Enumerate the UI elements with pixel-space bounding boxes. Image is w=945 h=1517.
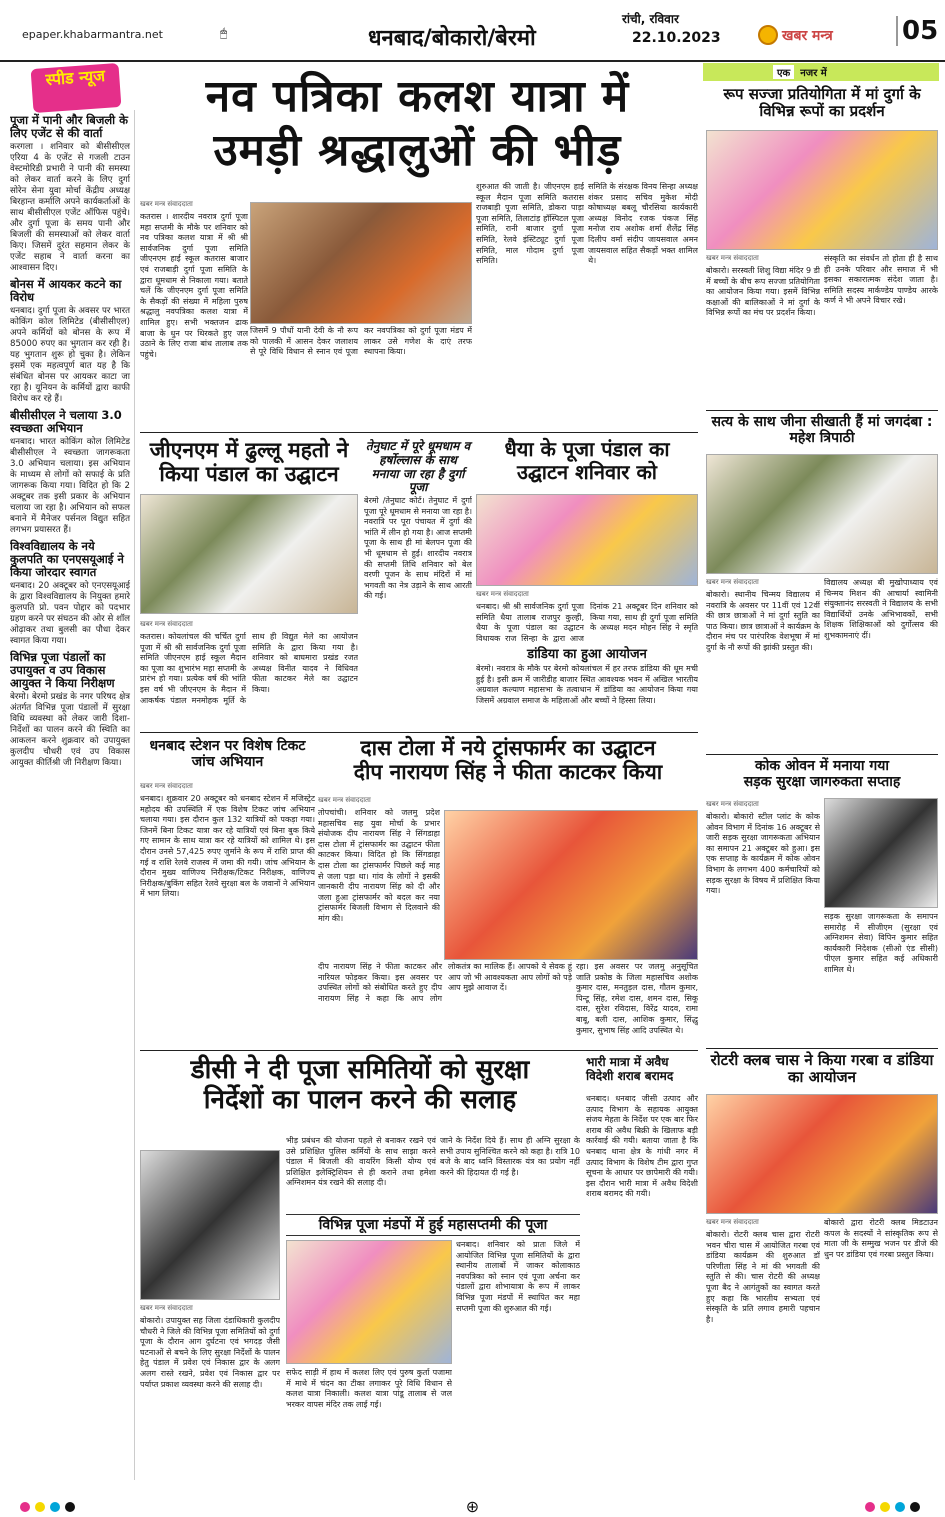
- transformer-inauguration-photo: [444, 810, 698, 960]
- color-registration-dots: [865, 1497, 925, 1516]
- article-text: बोकारो। स्थानीय चिन्मय विद्यालय में नवरात्रि के अवसर पर 11वीं एवं 12वीं की छात्र छात्राओं ने मां दुर्गा स्तुति का पाठ किया। छात्र छात्राओं ने कार्यक्रम के दौरान मंच पर पारंपरिक वेशभूषा में मां दुर्गा के नौ रूपों की झांकी प्रस्तुत की।: [706, 590, 820, 652]
- brand-name: खबर मन्त्र: [782, 27, 833, 44]
- article-text: कतरास । शारदीय नवरात्र दुर्गा पूजा महा सप्तमी के मौके पर शनिवार को नव पत्रिका कलश यात्रा में श्री श्री सार्वजनिक दुर्गा पूजा समिति जीएनएम हाई स्कूल कतरास बाजार एवं राजबाड़ी दुर्गा पूजा समिति के द्वारा धूमधाम से निकाला गया। बताते चलें कि जीएनएम दुर्गा पूजा समिति के सैकड़ों की संख्या में महिला पुरुष श्रद्धालु नवपत्रिका कलश यात्रा में शामिल हुए। सभी भक्तजन ढाक बाजा के धुन पर थिरकते हुए जल उठाने के लिए राजा बांध तालाब तक पहुंचे।: [140, 212, 248, 359]
- byline: खबर मन्त्र संवाददाता: [140, 200, 193, 208]
- byline: खबर मन्त्र संवाददाता: [140, 782, 193, 790]
- byline: खबर मन्त्र संवाददाता: [706, 800, 759, 808]
- article-text: धनबाद। श्री श्री सार्वजनिक दुर्गा पूजा समिति धैया तालाब राजपुर कुल्ही, धैया के पूजा पंडाल का उद्घाटन विधायक राज सिन्हा के द्वारा आज दिनांक 21 अक्टूबर दिन शनिवार को किया गया, साथ ही दुर्गा पूजा समिति के अध्यक्ष मदन मोहन सिंह ने स्मृति: [476, 602, 698, 643]
- divider: [706, 1048, 938, 1049]
- article-headline: तेनुघाट में पूरे धूमधाम व हर्षोल्लास के साथ मनाया जा रहा है दुर्गा पूजा: [365, 439, 471, 495]
- byline: खबर मन्त्र संवाददाता: [318, 796, 371, 804]
- brief-text: बेरमो। बेरमो प्रखंड के नगर परिषद क्षेत्र अंतर्गत विभिन्न पूजा पंडालों में सुरक्षा विधि व्यवस्था को लेकर जारी दिशा-निर्देशों का पालन करने की स्थिति का आकलन करने शुक्रवार को उपायुक्त कुलदीप चौधरी एवं उप विकास आयुक्त कीर्तिश्री जी निरीक्षण किया।: [10, 692, 130, 768]
- byline: खबर मन्त्र संवाददाता: [140, 620, 193, 628]
- article-headline: धैया के पूजा पंडाल का उद्घाटन शनिवार को: [504, 437, 670, 484]
- divider: [140, 732, 698, 733]
- brief-text: करगला । शनिवार को बीसीसीएल एरिया 4 के एजेंट से गजली टाउन वेस्टमोरिडी प्रभारी ने पानी की समस्या को लेकर वार्ता करने के लिए दुर्गा सोरेन सेना युवा मोर्चा केंद्रीय अध्यक्ष बिरहान्त कर्मालि अपने कार्यकर्ताओं के साथ बीसीसीएल एजेंट ऑफिस पहुंचे। और दुर्गा पूजा के समय पानी और बिजली की समस्याओं को लेकर वार्ता किए। जिसमें दुरंत सहमान लेकर के एजेंट सहाब ने वार्ता करना का आश्वासन दिए।: [10, 142, 130, 273]
- article-text: रहा। इस अवसर पर जलमु अनुसूचित जाति प्रकोष्ठ के जिला महासचिव अशोक कुमार दास, मनतुड़ल दास, गौतम कुमार, पिन्टू सिंह, रमेश दास, शमन दास, सिकू दास, सुरेश रविदास, विरेंद्र यादव, रामा बाबू, बली दास, आशिक कुमार, सिंद्धु कुमार, सुभाष सिंह आदि उपस्थित थे।: [576, 962, 698, 1035]
- lead-headline: [140, 70, 695, 178]
- article-text: कतरास। कोयलांचल की चर्चित दुर्गा पूजा में श्री श्री सार्वजनिक दुर्गा पूजा समिति जीएनएम हाई स्कूल मैदान का पूजा का शुभारंभ महा सप्तमी के प्रारंभ हो गया। प्रत्येक वर्ष की भांति इस वर्ष भी जीएनएम के मैदान में आकर्षक पंडाल मनमोहक मूर्ति के साथ ही विद्युत मेले का आयोजन समिति के द्वारा किया गया है। शनिवार को बाघमारा प्रखंड रजत अध्यक्ष विनीत यादव ने विधिवत फीता काटकर मेले का उद्घाटन किया।: [140, 632, 358, 705]
- article-text: धनबाद। शनिवार को प्रातः जिले में आयोजित विभिन्न पूजा समितियों के द्वारा स्थानीय तालाबों में जाकर कोलाकाठ नवपत्रिका को स्नान एवं पूजा अर्चना कर पंडालों द्वारा शोभायात्रा के रूप में लाकर विभिन्न पूजा मंडपों में स्थापित कर महा सप्तमी पूजा की शुरुआत की गई।: [456, 1240, 580, 1313]
- article-text: भीड़ प्रबंधन की योजना पहले से बनाकर रखने एवं उसे प्रशिक्षित पुलिस कर्मियों के साथ साझा करने पंडाल में बिजली की वायरिंग किसी योग्य एवं प्रशिक्षित इलेक्ट्रिशियन से ही कराने तथा हमेशा अग्निशमन यंत्र रखने की सलाह दी।: [286, 1136, 436, 1188]
- left-news-column: [10, 110, 135, 1480]
- headline-line1: दास टोला में नये ट्रांसफार्मर का उद्घाटन: [360, 736, 656, 760]
- article-text: सफेद साड़ी में हाथ में कलश लिए एवं पुरुष कुर्ता पजामा में माथे में चंदन का टीका लगाकर पूरे विधि विधान से कलश यात्रा निकाली। कलश यात्रा पांडू तालाब से जल भरकर वापस मंदिर तक लाई गई।: [286, 1368, 452, 1409]
- color-registration-dots: [20, 1497, 80, 1516]
- mahasaptami-procession-photo: [286, 1240, 452, 1364]
- headline-line2: सड़क सुरक्षा जागरुकता सप्ताह: [743, 774, 901, 791]
- issue-date: 22.10.2023: [632, 30, 721, 46]
- page-number: 05: [896, 16, 938, 46]
- dc-portrait-photo: [140, 1150, 280, 1300]
- brief-title: बीसीसीएल ने चलाया 3.0 स्वच्छता अभियान: [10, 408, 122, 435]
- epaper-url[interactable]: epaper.khabarmantra.net: [22, 28, 163, 41]
- logo-icon: [758, 25, 778, 45]
- article-text: शुरुआत की जाती है। जीएनएम हाई स्कूल मैदान पूजा समिति कतरास राजबाड़ी पूजा समिति, डोकरा पाड़ा पूजा समिति, तिलाटांड़ हॉस्पिटल पूजा समिति, रानी बाजार दुर्गा पूजा समिति, रेलवे इंस्टिट्यूट दुर्गा पूजा समिति, माल गोदाम दुर्गा पूजा समिति।: [476, 182, 584, 266]
- pandal-inauguration-photo: [140, 494, 358, 614]
- article-text: बोकारो द्वारा रोटरी क्लब मिडटाउन कपल के सदस्यों ने सांस्कृतिक रूप से माता जी के सम्मुख भजन पर डीजे की धुन पर डांडिया एवं गरबा प्रस्तुत किया।: [824, 1218, 938, 1259]
- article-headline: [318, 736, 698, 784]
- article-text: बेरमो /तेनुघाट कोर्ट। तेनुघाट में दुर्गा पूजा पूरे धूमधाम से मनाया जा रहा है। नवरात्रि पर पूरा पंचायत में दुर्गा की भांति में लीन हो गया है। आज सप्तमी पूजा के साथ ही मां बेलपन पूजा की भी धूमधाम से हुई। शारदीय नवरात्र की सप्तमी तिथि शनिवार को बेल वरणी पूजन के साथ मंदिरों में मां भगवती का नेत्र उड़ाने के साथ आरती की गई।: [364, 496, 472, 601]
- article-headline: डांडिया का हुआ आयोजन: [527, 647, 647, 662]
- article-text: बोकारो। सरस्वती शिशु विद्या मंदिर 9 डी में बच्चों के बीच रूप सज्जा प्रतियोगिता का आयोजन किया गया। इसमें विभिन्न कक्षाओं की बालिकाओं ने मां दुर्गा के विभिन्न रूपों का मंच पर प्रदर्शन किया।: [706, 266, 820, 318]
- article-text: बोकारो। उपायुक्त सह जिला दंडाधिकारी कुलदीप चौधरी ने जिले की विभिन्न पूजा समितियों को दुर्गा पूजा के दौरान आग दुर्घटना एवं भगदड़ जैसी घटनाओं से बचने के लिए सुरक्षा निर्देशों के पालन हेतु पंडाल में प्रवेश एवं निकास द्वार के अलग अलग रास्ते रखने, प्रवेश एवं निकास द्वार पर पर्याप्त प्रकाश व्यवस्था करने की सलाह दी।: [140, 1316, 280, 1389]
- brief-text: धनबाद। भारत कोकिंग कोल लिमिटेड बीसीसीएल ने स्वच्छता जागरूकता 3.0 अभियान चलाया। इस अभियान के माध्यम से लोगों को सफाई के प्रति जागरूक किया गया। विदित हो कि 2 अक्टूबर तक इसी प्रकार के अभियान चलाया जा रहा है। अभियान को सफल बनाने में मैनेजर पर्सनल विद्युत सहित लगभग प्रयासरत हैं।: [10, 437, 130, 535]
- article-text: तोपचांची। शनिवार को जलमु प्रदेश महासचिव सह युवा मोर्चा के प्रभार संयोजक दीप नारायण सिंह ने सिंगडाहा दास टोला में ट्रांसफार्मर का उद्घाटन फीता काटकर किया। विदित हो कि सिंगडाहा दास टोला का ट्रांसफार्मर पिछले कई माह से जला पड़ा था। गांव के लोगों ने इसकी जानकारी दीप नारायण सिंह को दी और जला हुआ ट्रांसफार्मर को बदल कर नया ट्रांसफार्मर बिजली विभाग से दिलवाने की मांग की।: [318, 808, 440, 923]
- lead-headline-line2: उमड़ी श्रद्धालुओं की भीड़: [213, 125, 622, 176]
- article-headline: जीएनएम में ढुल्लू महतो ने किया पंडाल का उद्घाटन: [149, 438, 349, 487]
- brief-title: पूजा में पानी और बिजली के लिए एजेंट से की वार्ता: [10, 113, 128, 140]
- speed-news-badge: स्पीड न्यूज: [31, 63, 122, 113]
- byline: खबर मन्त्र संवाददाता: [476, 590, 529, 598]
- article-headline: भारी मात्रा में अवैध विदेशी शराब बरामद: [586, 1055, 674, 1083]
- brief-title: विश्वविद्यालय के नये कुलपति का एनएसयूआई ने किया जोरदार स्वागत: [10, 539, 124, 579]
- headline-line2: दीप नारायण सिंह ने फीता काटकर किया: [353, 760, 663, 785]
- article-text: दीप नारायण सिंह ने फीता काटकर और नारियल फोड़कर किया। इस अवसर पर उपस्थित लोगों को संबोधित करते हुए दीप नारायण सिंह ने कहा कि आप लोग लोकतंत्र का मालिक हैं। आपको ये सेवक हूं आप जो भी आवश्यकता आप लोगों को पड़े आप मुझे आवाज दें।: [318, 962, 572, 1003]
- brief-text: धनबाद। दुर्गा पूजा के अवसर पर भारत कोकिंग कोल लिमिटेड (बीसीसीएल) अपने कर्मियों को बोनस के रूप में 85000 रुपए का भुगतान कर रही है। यह भुगतान शुरू हो चुका है। लेकिन इसमें एक महत्वपूर्ण बात यह है कि संबंधित बोनस पर आयकर काटा जा रहा है। यूनियन के कर्मियों द्वारा काफी विरोध कर रहे हैं।: [10, 306, 130, 404]
- divider: [706, 754, 938, 755]
- article-headline: [706, 758, 938, 790]
- article-text: धनबाद। धनबाद जीसी उत्पाद और उत्पाद विभाग के सहायक आयुक्त संजय मेहता के निर्देश पर एक बार फिर शराब की अवैध बिक्री के खिलाफ बड़ी कार्रवाई की गयी। बताया जाता है कि धनबाद थाना क्षेत्र के गांधी नगर में उत्पाद विभाग के विशेष टीम द्वारा गुप्त सूचना के आधार पर छापेमारी की गयी। इस दौरान भारी मात्रा में अवैध विदेशी शराब बरामद की गयी।: [586, 1094, 698, 1199]
- dhaiya-pandal-photo: [476, 494, 698, 586]
- article-text: जाने के निर्देश दिये हैं। साथ ही अग्नि सुरक्षा के सभी उपाय सुनिश्चित करने को कहा है। रात्रि 10 बजे के बाद ध्वनि विस्तारक यंत्र का प्रयोग नहीं करने की हिदायत दी गई है।: [440, 1136, 580, 1177]
- article-text: बोकारो। रोटरी क्लब चास द्वारा रोटरी भवन चीरा चास में आयोजित गरबा एवं डांडिया कार्यक्रम की शुरुआत डॉ परिणीता सिंह ने मां की भगवती की स्तुति से की। चास रोटरी की अध्यक्ष पूजा बैद ने आगंतुकों का स्वागत करते हुए कहा कि भारतीय सभ्यता एवं संस्कृति के प्रति लगाव हमारी पहचान है।: [706, 1230, 820, 1324]
- brief-title: विभिन्न पूजा पंडालों का उपायुक्त व उप विकास आयुक्त ने किया निरीक्षण: [10, 650, 115, 690]
- brand-logo: [758, 20, 898, 50]
- article-text: धनबाद। शुक्रवार 20 अक्टूबर को धनबाद स्टेशन में मजिस्ट्रेट महोदय की उपस्थिति में एक विशेष टिकट जांच अभियान चलाया गया। इस दौरान कुल 132 यात्रियों को पकड़ा गया। जिनमें बिना टिकट यात्रा कर रहे यात्रियों एवं बिना बुक किये गए सामान के साथ यात्रा कर रहे यात्रियों को शामिल थे। इस दौरान उनसे 57,425 रुपए जुर्माने के रूप में राशि प्राप्त की गई व राशि रेलवे राजस्व में जमा की गयी। जांच अभियान के दौरान मुख्य वाणिज्य निरीक्षक/टिकट निरीक्षक, वाणिज्य निरीक्षक/बुकिंग सहित रेलवे सुरक्षा बल के जवानों ने अभियान में भाग लिया।: [140, 794, 315, 899]
- article-text: जिसमें 9 पौधों यानी देवी के नौ रूप को पालकी में आसन देकर जलाशय से पूरे विधि विधान से स्नान एवं पूजा कर नवपत्रिका को दुर्गा पूजा मंडप में लाकर उसे गणेश के दाएं तरफ स्थापना किया।: [250, 326, 472, 357]
- coke-oven-official-photo: [824, 798, 938, 908]
- divider: [706, 410, 938, 411]
- article-headline: रूप सज्जा प्रतियोगिता में मां दुर्गा के विभिन्न रूपों का प्रदर्शन: [723, 85, 921, 121]
- ek-nazar-banner: [703, 63, 939, 81]
- chinmaya-vidyalaya-photo: [706, 454, 938, 574]
- cursor-icon: 🖱: [220, 26, 228, 40]
- nazar-label: नजर में: [800, 68, 827, 79]
- article-headline: धनबाद स्टेशन पर विशेष टिकट जांच अभियान: [149, 738, 306, 771]
- lead-headline-line1: नव पत्रिका कलश यात्रा में: [205, 71, 630, 122]
- divider: [140, 1050, 698, 1051]
- byline: खबर मन्त्र संवाददाता: [140, 1304, 193, 1312]
- city-day: रांची, रविवार: [622, 12, 679, 26]
- article-text: विद्यालय अध्यक्ष बी मुखोपाध्याय एवं चिन्मय मिशन की आचार्या स्वामिनी संयुक्तानंद सरस्वती ने विद्यालय के सभी विद्यार्थियों उनके अभिभावकों, सभी शिक्षक शिक्षिकाओं को दुर्गोत्सव की शुभकामनाएं दीं।: [824, 578, 938, 640]
- divider: [140, 432, 698, 433]
- headline-line1: कोक ओवन में मनाया गया: [754, 758, 890, 774]
- rotary-dandiya-photo: [706, 1094, 938, 1214]
- section-title: धनबाद/बोकारो/बेरमो: [368, 26, 536, 51]
- article-text: समिति के संरक्षक विनय सिन्हा अध्यक्ष शंकर प्रसाद सचिव मुकेश मोदी कोषाध्यक्ष बबलू चौरसिया कार्यकारी अध्यक्ष विनोद रजक पंकज सिंह मनोज राय अशोक शर्मा शैलेंद्र सिंह दिलीप वर्मा संदीप जायसवाल अमन जायसवाल सहित सैकड़ों भक्त शामिल थे।: [588, 182, 698, 266]
- article-text: बेरमो। नवरात्र के मौके पर बेरमो कोयलांचल में हर तरफ डांडिया की धूम मची हुई है। इसी क्रम में जारीडीह बाजार स्थित आवश्यक भवन में अखिल भारतीय अग्रवाल कल्याण महासभा के तत्वाधान में डांडिया का आयोजन किया गया जिसमें अग्रवाल समाज के महिलाओं और बच्चों ने हिस्सा लिया।: [476, 664, 698, 705]
- byline: खबर मन्त्र संवाददाता: [706, 578, 759, 586]
- article-headline: सत्य के साथ जीना सीखाती हैं मां जगदंबा : महेश त्रिपाठी: [711, 414, 933, 447]
- page-footer: [0, 1496, 945, 1517]
- article-text: बोकारो। बोकारो स्टील प्लांट के कोक ओवन विभाग में दिनांक 16 अक्टूबर से जारी सड़क सुरक्षा जागरूकता अभियान का समापन 21 अक्टूबर को हुआ। इस एक सप्ताह के कार्यक्रम में कोक ओवन विभाग के लगभग 400 कर्मचारियों को सड़क सुरक्षा के विषय में प्रशिक्षित किया गया।: [706, 812, 820, 896]
- article-headline: विभिन्न पूजा मंडपों में हुई महासप्तमी की पूजा: [286, 1214, 580, 1236]
- article-headline: रोटरी क्लब चास ने किया गरबा व डांडिया का आयोजन: [710, 1051, 934, 1087]
- article-headline: [140, 1056, 580, 1116]
- ek-label: एक: [773, 65, 794, 79]
- brief-text: धनबाद। 20 अक्टूबर को एनएसयूआई के द्वारा विश्वविद्यालय के नियुक्त हमारे कुलपति प्रो. पवन पोद्दार को पदभार ग्रहण करने पर संघठन की ओर से शॉल ओढ़ाकर तथा बुलसी का पौधा देकर स्वागत किया गया।: [10, 581, 130, 646]
- kalash-yatra-photo: [250, 202, 472, 324]
- headline-line2: निर्देशों का पालन करने की सलाह: [203, 1084, 517, 1115]
- brief-title: बोनस में आयकर कटने का विरोध: [10, 277, 122, 304]
- article-text: संस्कृति का संवर्धन तो होता ही है साथ ही उनके परिवार और समाज में भी इसका सकारात्मक संदेश जाता है। समिति सदस्य मार्कण्डेय पाण्डेय आरके कर्ण ने भी अपने विचार रखे।: [824, 254, 938, 306]
- registration-target-icon: ⊕: [465, 1497, 480, 1516]
- headline-line1: डीसी ने दी पूजा समितियों को सुरक्षा: [190, 1055, 530, 1085]
- roop-sajja-photo: [706, 130, 938, 250]
- byline: खबर मन्त्र संवाददाता: [706, 254, 759, 262]
- byline: खबर मन्त्र संवाददाता: [706, 1218, 759, 1226]
- article-text: सड़क सुरक्षा जागरूकता के समापन समारोह में सीजीएम (सुरक्षा एवं अग्निशमन सेवा) विपिन कुमार सहित कार्यकारी निदेशक (सीओ एंड सीसी) पीएल कुमार सहित कई अधिकारी शामिल थे।: [824, 912, 938, 974]
